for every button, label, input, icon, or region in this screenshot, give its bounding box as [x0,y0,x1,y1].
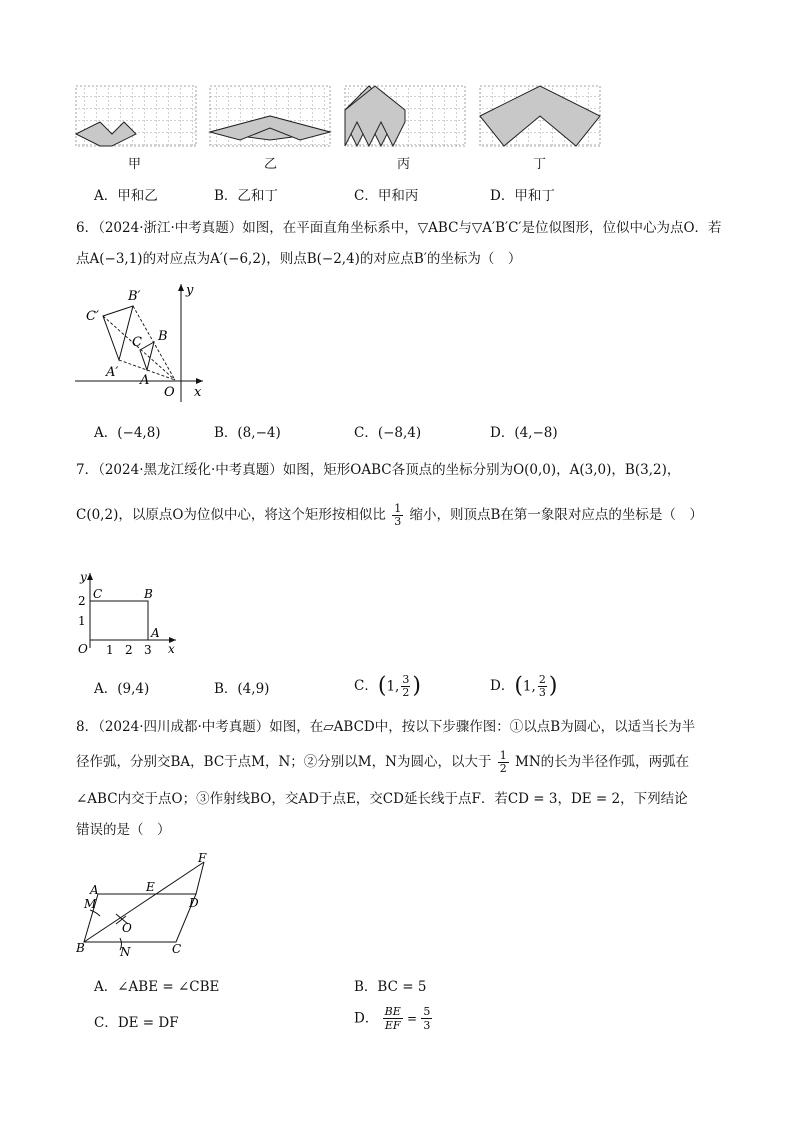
label-b: B [76,941,85,955]
q8-option-d-prefix: D． [354,1010,379,1027]
q8-stem-line3: ∠ABC内交于点O；③作射线BO，交AD于点E，交CD延长线于点F．若CD = 3，DE = 2，下列结论 [76,791,688,807]
q7-stem-line2 [76,503,703,528]
q8-stem-line2 [76,750,689,775]
q7-option-b[interactable]: B．(4,9) [214,681,270,697]
q6-option-b[interactable]: B．(8,−4) [214,425,281,441]
label-b-prime: B′ [128,289,141,304]
q8-option-b[interactable]: B．BC = 5 [354,979,427,995]
label-o: O [164,385,175,400]
q7-option-c-num: 3 [402,673,410,686]
q8-stem-line4: 错误的是（ ） [76,822,171,838]
tick-label-y1: 1 [78,614,86,628]
q7-option-c-den: 2 [402,686,410,699]
q7-option-c-x: 1, [386,678,400,695]
axis-label-x: x [168,642,175,656]
q6-stem-line2: 点A(−3,1)的对应点为A′(−6,2)，则点B(−2,4)的对应点B′的坐标为（ ） [76,251,522,267]
figure-yi [210,86,330,146]
q8-option-d-num: BE [384,1005,401,1018]
label-b: B [144,587,153,601]
label-a-prime: A′ [106,365,119,380]
label-y: y [186,283,194,298]
label-a: A [151,626,160,640]
label-c: C [132,335,142,350]
q5-option-d[interactable]: D．甲和丁 [490,188,555,204]
q8-option-d-fraction-right [421,1005,432,1032]
q8-option-d-den: EF [384,1019,401,1032]
tick-label-y2: 2 [78,594,86,608]
q7-option-d-num: 2 [538,673,546,686]
q8-half-den: 2 [499,762,507,775]
label-a: A [90,883,99,897]
label-c: C [93,587,103,601]
q8-option-d-rnum: 5 [423,1005,431,1018]
q7-option-d-fraction [538,674,547,699]
q7-option-c[interactable] [354,674,421,699]
caption-ding: 丁 [533,157,547,172]
q8-option-d-equals: = [407,1011,418,1026]
label-c-prime: C′ [86,309,99,324]
tick-label-x2: 2 [125,643,133,657]
label-a: A [140,373,150,388]
label-f: F [198,852,207,865]
caption-yi: 乙 [264,157,278,172]
q7-option-d-x: 1, [522,678,536,695]
label-x: x [194,385,202,400]
q7-stem-line2-part1: C(0,2)，以原点O为位似中心，将这个矩形按相似比 [76,507,386,523]
q7-option-a[interactable]: A．(9,4) [94,681,150,697]
figure-ding [480,86,600,146]
q6-stem-line1: 6．（2024·浙江·中考真题）如图，在平面直角坐标系中，▽ABC与▽A′B′C′是位似图形，位似中心为点O．若 [76,220,722,236]
q8-half-fraction [498,750,509,775]
label-o: O [122,921,132,935]
caption-bing: 丙 [397,157,411,172]
q8-option-d-fraction-left [383,1005,403,1032]
label-m: M [84,897,97,911]
q7-figure [72,565,187,660]
q8-figure [76,852,226,960]
q8-option-c[interactable]: C．DE = DF [94,1015,179,1031]
q7-stem-line2-part2: 缩小，则顶点B在第一象限对应点的坐标是（ ） [409,507,703,523]
q8-option-d[interactable] [354,1005,432,1032]
q7-option-c-lparen: ( [377,673,387,699]
q7-option-d-lparen: ( [514,673,523,699]
q8-stem-line2-part2: MN的长为半径作弧，两弧在 [515,754,690,770]
q6-option-d[interactable]: D．(4,−8) [490,425,558,441]
q8-stem-line2-part1: 径作弧，分别交BA，BC于点M，N；②分别以M，N为圆心，以大于 [76,754,492,770]
axis-label-y: y [80,570,87,584]
label-b: B [158,329,168,344]
q5-option-b[interactable]: B．乙和丁 [214,188,278,204]
q8-half-num: 1 [499,749,507,762]
q6-figure [70,280,220,405]
q5-option-a[interactable]: A．甲和乙 [94,188,158,204]
q6-option-a[interactable]: A．(−4,8) [94,425,161,441]
tick-label-x3: 3 [144,643,152,657]
q7-ratio-den: 3 [394,515,402,528]
label-n: N [120,945,131,959]
q7-option-d[interactable] [490,674,557,699]
q6-option-c[interactable]: C．(−8,4) [354,425,422,441]
q7-option-c-rparen: ) [412,673,421,699]
figure-jia [76,86,196,146]
q7-option-c-prefix: C． [354,678,378,694]
label-o: O [78,642,88,656]
q7-ratio-fraction [392,503,403,528]
q7-option-c-fraction [401,674,410,699]
label-d: D [189,896,199,910]
q5-option-c[interactable]: C．甲和丙 [354,188,419,204]
caption-jia: 甲 [128,157,142,172]
q8-option-a[interactable]: A．∠ABE = ∠CBE [94,979,220,995]
q7-option-d-prefix: D． [490,678,515,694]
q8-stem-line1: 8．（2024·四川成都·中考真题）如图，在▱ABCD中，按以下步骤作图：①以点B为圆心，以适当长为半 [76,719,696,735]
figure-bing [345,86,465,146]
label-e: E [146,880,155,894]
q7-option-d-den: 3 [538,686,546,699]
tick-label-x1: 1 [106,643,114,657]
q7-ratio-num: 1 [394,502,402,515]
q8-option-d-rden: 3 [423,1019,431,1032]
q7-option-d-rparen: ) [548,673,558,699]
label-c: C [172,942,182,956]
q7-stem-line1: 7．（2024·黑龙江绥化·中考真题）如图，矩形OABC各顶点的坐标分别为O(0,0)，A(3,0)，B(3,2)， [76,462,681,478]
